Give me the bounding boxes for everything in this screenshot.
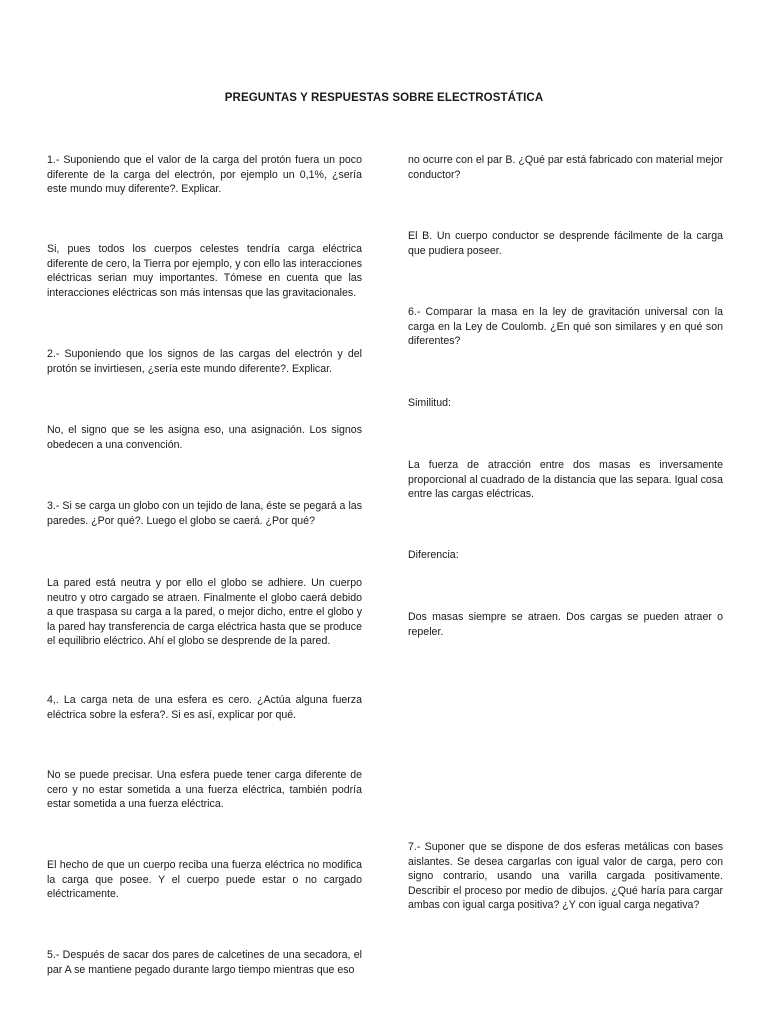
- document-title: PREGUNTAS Y RESPUESTAS SOBRE ELECTROSTÁTICA: [224, 92, 544, 104]
- question-4: 4,. La carga neta de una esfera es cero. ¿Actúa alguna fuerza eléctrica sobre la esfera?. Si es así, explicar por qué.: [47, 694, 362, 721]
- difference-answer: Dos masas siempre se atraen. Dos cargas se pueden atraer o repeler.: [408, 611, 723, 638]
- question-2: 2.- Suponiendo que los signos de las cargas del electrón y del protón se invirtiesen, ¿sería este mundo diferente?. Explicar.: [47, 348, 362, 375]
- answer-2: No, el signo que se les asigna eso, una asignación. Los signos obedecen a una convención.: [47, 424, 362, 451]
- similarity-answer: La fuerza de atracción entre dos masas es inversamente proporcional al cuadrado de la distancia que las separa. Igual cosa entre las cargas eléctricas.: [408, 459, 723, 501]
- question-3: 3.- Si se carga un globo con un tejido de lana, éste se pegará a las paredes. ¿Por qué?. Luego el globo se caerá. ¿Por qué?: [47, 500, 362, 527]
- question-6: 6.- Comparar la masa en la ley de gravitación universal con la carga en la Ley de Coulomb. ¿En qué son similares y en qué son diferentes?: [408, 306, 723, 348]
- answer-4a: No se puede precisar. Una esfera puede tener carga diferente de cero y no estar sometida a una fuerza eléctrica, también podría estar sometida a una fuerza eléctrica.: [47, 769, 362, 811]
- answer-1: Si, pues todos los cuerpos celestes tendría carga eléctrica diferente de cero, la Tierra por ejemplo, y con ello las interacciones eléctricas serian muy importantes. Tómese en cuenta que las interacciones eléctricas son más intensas que las gravitacionales.: [47, 243, 362, 299]
- question-5: 5.- Después de sacar dos pares de calcetines de una secadora, el par A se mantiene pegado durante largo tiempo mientras que eso: [47, 949, 362, 976]
- question-7: 7.- Suponer que se dispone de dos esferas metálicas con bases aislantes. Se desea cargarlas con igual valor de carga, pero con signo contrario, usando una varilla cargada positivamente. Describir el proceso por medio de dibujos. ¿Qué haría para cargar ambas con igual carga positiva? ¿Y con igual carga negativa?: [408, 841, 723, 912]
- answer-4b: El hecho de que un cuerpo reciba una fuerza eléctrica no modifica la carga que posee. Y el cuerpo puede estar o no cargado eléctricamente.: [47, 859, 362, 901]
- answer-3: La pared está neutra y por ello el globo se adhiere. Un cuerpo neutro y otro cargado se atraen. Finalmente el globo caerá debido a que traspasa su carga a la pared, o mejor dicho, entre el globo y la pared hay transferencia de carga eléctrica hasta que se produce el equilibrio eléctrico. Ahí el globo se desprende de la pared.: [47, 577, 362, 648]
- question-5-continued: no ocurre con el par B. ¿Qué par está fabricado con material mejor conductor?: [408, 154, 723, 181]
- answer-5: El B. Un cuerpo conductor se desprende fácilmente de la carga que pudiera poseer.: [408, 230, 723, 257]
- difference-label: Diferencia:: [408, 549, 459, 561]
- similarity-label: Similitud:: [408, 397, 451, 409]
- question-1: 1.- Suponiendo que el valor de la carga del protón fuera un poco diferente de la carga del electrón, por ejemplo un 0,1%, ¿sería este mundo muy diferente?. Explicar.: [47, 154, 362, 196]
